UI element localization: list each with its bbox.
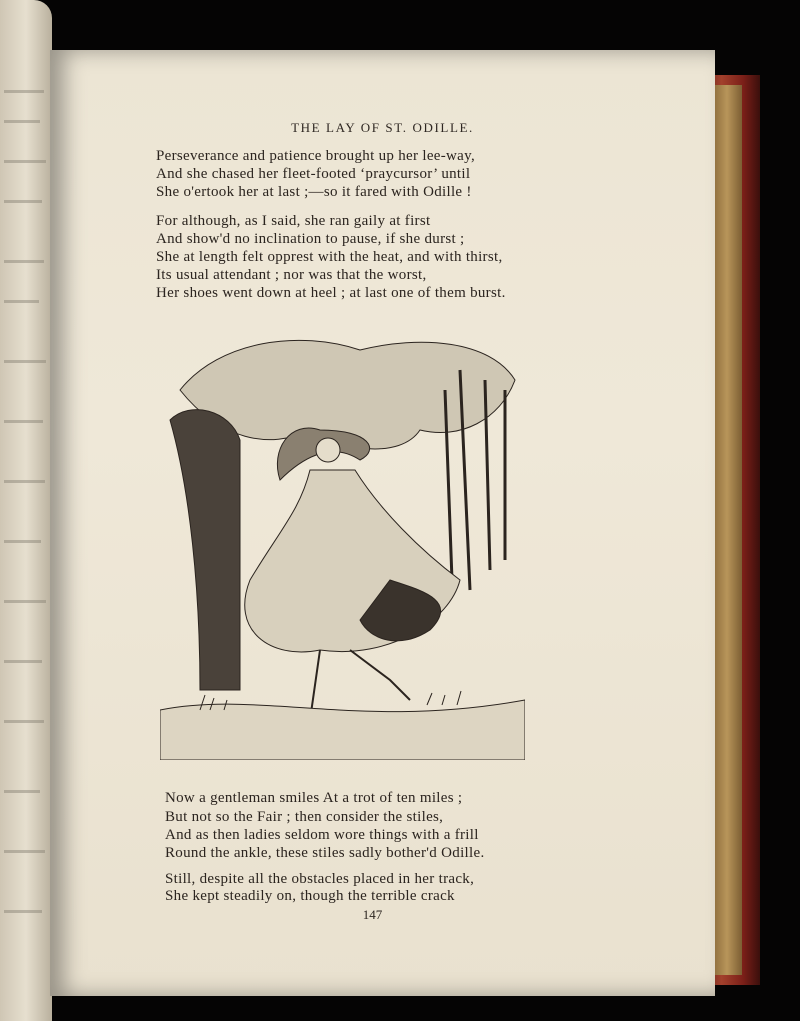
verse-line: Now a gentleman smiles At a trot of ten miles ;: [165, 790, 463, 806]
engraving-illustration: [160, 330, 525, 760]
verse-line: She kept steadily on, though the terrible crack: [165, 888, 455, 904]
verse-line: Its usual attendant ; nor was that the worst,: [156, 267, 427, 283]
page-block-edge: [712, 85, 742, 975]
facing-page-edge: [0, 0, 52, 1021]
verse-line: Still, despite all the obstacles placed in her track,: [165, 871, 475, 887]
verse-line: She o'ertook her at last ;—so it fared with Odille !: [156, 184, 472, 200]
verse-line: Her shoes went down at heel ; at last one of them burst.: [156, 285, 506, 301]
verse-line: For although, as I said, she ran gaily at first: [156, 213, 431, 229]
verse-line: Perseverance and patience brought up her lee-way,: [156, 148, 475, 164]
verse-line: And she chased her fleet-footed ‘praycursor’ until: [156, 166, 471, 182]
book-page: [50, 50, 715, 996]
verse-line: But not so the Fair ; then consider the stiles,: [165, 809, 444, 825]
verse-line: And show'd no inclination to pause, if she durst ;: [156, 231, 465, 247]
running-head: THE LAY OF ST. ODILLE.: [291, 120, 474, 135]
page-number: 147: [362, 907, 383, 922]
verse-line: Round the ankle, these stiles sadly bother'd Odille.: [165, 845, 485, 861]
verse-line: And as then ladies seldom wore things with a frill: [165, 827, 479, 843]
verse-line: She at length felt opprest with the heat, and with thirst,: [156, 249, 503, 265]
